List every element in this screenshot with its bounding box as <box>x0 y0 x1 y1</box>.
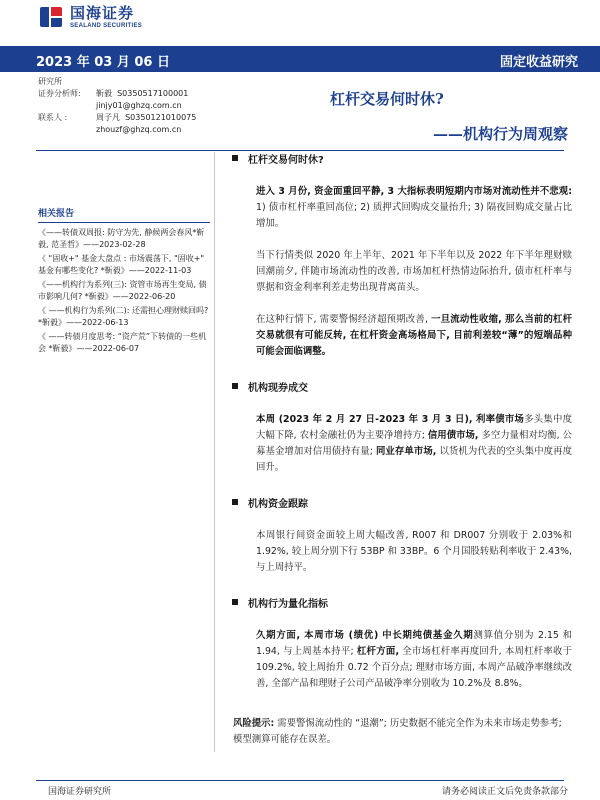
paragraph-bold: 进入 3 月份, 资金面重回平静, 3 大指标表明短期内市场对流动性并不悲观: <box>256 186 572 197</box>
brand-name-cn: 国海证券 <box>70 3 135 22</box>
section-heading-text: 杠杆交易何时休? <box>248 154 324 166</box>
paragraph-text: 全市场杠杆率再度回升, 本周杠杆率收于 109.2%, 较上周抬升 0.72 个百分点; 理财市场方面, 本周产品破净率继续改善, 全部产品和理财子公司产品破净率分别收为 10.2%及 8.8%。 <box>256 646 572 689</box>
related-report-item[interactable]: 《——机构行为系列(三): 资管市场再生变局, 债市影响几何? *靳毅》——2022-06-20 <box>38 280 207 301</box>
footer-disclaimer: 请务必阅读正文后免责条款部分 <box>441 787 568 797</box>
section-heading-text: 机构现券成交 <box>248 382 308 394</box>
report-category: 固定收益研究 <box>499 55 578 70</box>
author-info <box>38 76 210 136</box>
section-heading-text: 机构行为量化指标 <box>248 598 328 610</box>
paragraph-bold: 同业存单市场, <box>375 446 437 457</box>
paragraph-text: 在这种行情下, 需要警惕经济超预期改善, <box>256 314 432 325</box>
section-heading <box>228 494 572 510</box>
bullet-square-icon <box>232 499 238 505</box>
title-block <box>250 88 570 144</box>
section-paragraph <box>256 248 572 296</box>
bullet-square-icon <box>232 383 238 389</box>
paragraph-bold: 信用债市场, <box>427 430 479 441</box>
paragraph-bold: 杠杆方面, <box>356 646 400 657</box>
analyst-id: S0350517100001 <box>117 89 189 98</box>
paragraph-text: 测算值分别为 2.15 和 1.94, 与上周基本持平; <box>256 630 572 657</box>
analyst-label: 联系人 : <box>38 113 68 122</box>
paragraph-bold: 本周 (2023 年 2 月 27 日-2023 年 3 月 3 日), 利率债市场 <box>256 414 525 425</box>
related-reports <box>38 206 210 357</box>
sub-title: ——机构行为周观察 <box>432 125 568 143</box>
related-report-item[interactable]: 《——转债双周报: 防守为先, 静候两会春风*靳毅, 范圣哲》——2023-02-28 <box>38 228 205 249</box>
paragraph-bold: 一旦流动性收缩, 那么当前的杠杆交易就很有可能反转, 在杠杆资金高场格局下, 目前利差较“薄”的短端品种可能会面临调整。 <box>256 314 573 357</box>
related-report-item[interactable]: 《 "固收+" 基金大盘点 : 市场震荡下, "固收+" 基金有哪些变化? *靳毅》——2022-11-03 <box>38 254 205 275</box>
section-paragraph <box>256 628 572 692</box>
related-report-item[interactable]: 《 ——机构行为系列(二): 还需担心理财赎回吗? *靳毅》——2022-06-13 <box>38 306 209 327</box>
paragraph-bold: 久期方面, 本周市场 (绩优) 中长期纯债基金久期 <box>256 630 474 641</box>
section-heading <box>228 378 572 394</box>
logo-icon <box>40 5 64 29</box>
bullet-square-icon <box>232 599 238 605</box>
risk-label: 风险提示: <box>233 718 275 729</box>
section-paragraph <box>256 528 572 576</box>
paragraph-text: 以货机为代表的空头集中度再度回升。 <box>256 446 573 473</box>
report-body <box>228 150 572 692</box>
brand-name-en: SEALAND SECURITIES <box>70 22 143 29</box>
footer-divider <box>36 780 564 781</box>
section-heading <box>228 594 572 610</box>
analyst-id: S0350121010075 <box>125 113 197 122</box>
paragraph-text: 当下行情类似 2020 年上半年、2021 年下半年以及 2022 年下半年理财赎回潮前夕, 伴随市场流动性的改善, 市场加杠杆热情边际抬升, 债市杠杆率与票据和资金利率利差走势出现背离苗头。 <box>256 250 572 293</box>
section-heading <box>228 150 572 166</box>
analyst-email[interactable]: zhouzf@ghzq.com.cn <box>96 125 182 134</box>
main-title: 杠杆交易何时休? <box>330 90 444 108</box>
related-report-item[interactable]: 《 ——转债月度思考: “资产荒”下转债的一些机会 *靳毅》——2022-06-07 <box>38 332 207 353</box>
brand-logo <box>40 4 142 30</box>
section-heading-text: 机构资金跟踪 <box>248 498 308 510</box>
analyst-email[interactable]: jinjy01@ghzq.com.cn <box>96 101 182 110</box>
analyst-name: 周子凡 <box>96 113 120 122</box>
analyst-name: 靳毅 <box>96 89 112 98</box>
section-paragraph <box>256 312 572 360</box>
analyst-label: 证券分析师: <box>38 89 81 98</box>
paragraph-text: 1) 债市杠杆率重回高位; 2) 质押式回购成交量抬升; 3) 隔夜回购成交量占比增加。 <box>256 202 572 229</box>
analyst-2 <box>38 112 210 136</box>
risk-warning <box>233 716 573 748</box>
related-reports-title: 相关报告 <box>38 206 210 223</box>
author-role: 研究所 <box>38 77 62 86</box>
bullet-square-icon <box>232 155 238 161</box>
column-divider <box>214 152 215 752</box>
risk-text: 需要警惕流动性的 “退潮”; 历史数据不能完全作为未来市场走势参考; 模型测算可能存在误差。 <box>233 718 562 745</box>
header-bar <box>0 46 600 72</box>
paragraph-text: 多空力量相对均衡, 公募基金增加对信用债持有量; <box>256 430 573 457</box>
report-date: 2023 年 03 月 06 日 <box>36 55 170 70</box>
section-paragraph <box>256 184 572 232</box>
footer-institute: 国海证券研究所 <box>48 787 112 797</box>
section-paragraph <box>256 412 572 476</box>
paragraph-text: 多头集中度大幅下降, 农村金融社仍为主要净增持方; <box>256 414 572 441</box>
paragraph-text: 本周银行间资金面较上周大幅改善, R007 和 DR007 分别收于 2.03%和 1.92%, 较上周分别下行 53BP 和 33BP。6 个月国股转贴利率收于 2.43%, 与上周持平。 <box>256 530 572 573</box>
analyst-1 <box>38 88 210 112</box>
